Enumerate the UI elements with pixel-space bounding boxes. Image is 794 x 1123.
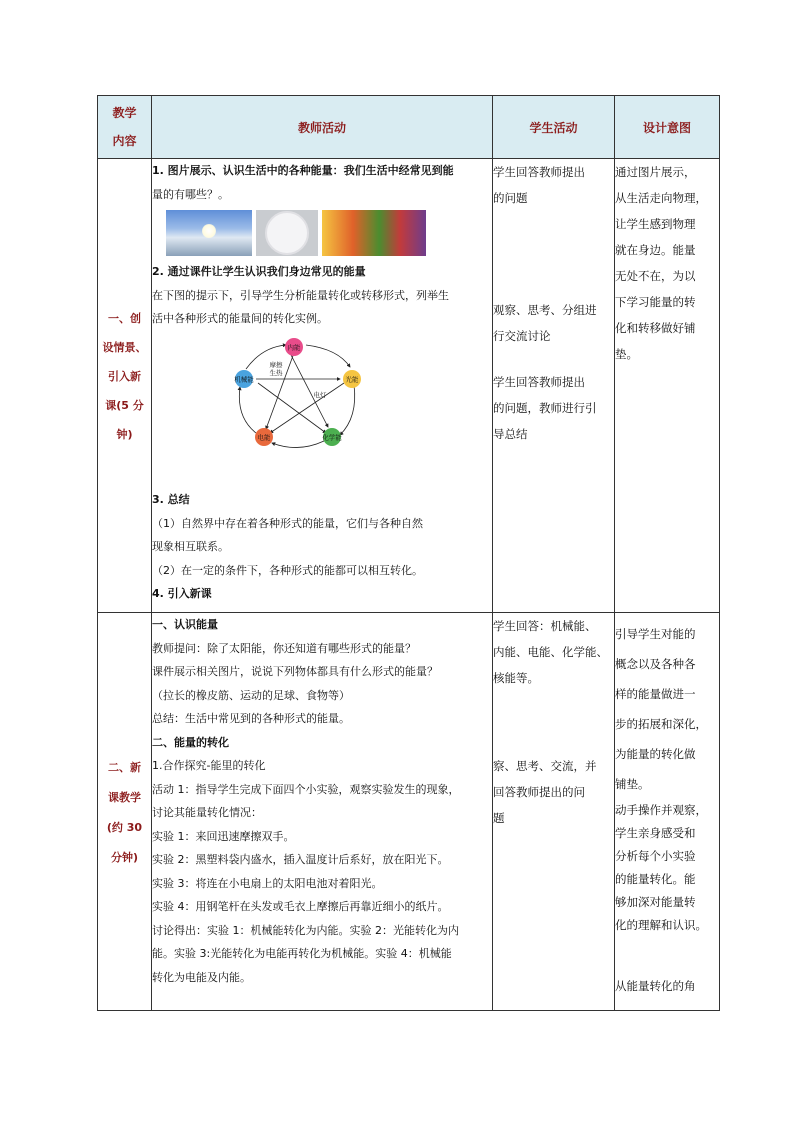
intent-line: 够加深对能量转 [615,895,696,909]
intent-line: 的能量转化。能 [615,872,696,886]
teacher-line: 活动 1：指导学生完成下面四个小实验，观察实验发生的现象， [152,782,460,796]
intent-line: 化和转移做好铺 [615,321,696,335]
intent-line: 从生活走向物理， [615,191,707,205]
lesson-plan-table [97,95,720,1011]
student-line: 导总结 [493,427,528,441]
edge-label: 摩擦 [269,360,283,369]
student-line: 学生回答教师提出 [493,375,585,389]
item3-title: 3. 总结 [152,493,190,506]
item1-line: 量的有哪些？。 [152,187,229,201]
student-line: 的问题 [493,191,528,205]
header-content-line: 教学 [112,106,137,120]
student-activity-intro [493,159,615,613]
intent-line: 步的拓展和深化， [615,717,707,731]
student-line: 行交流讨论 [493,329,551,343]
student-line: 核能等。 [493,671,539,685]
teacher-line: 实验 2：黑塑料袋内盛水，插入温度计后系好，放在阳光下。 [152,853,449,866]
section-line: 课(5 分 [105,399,144,412]
teacher-line: 总结：生活中常见到的各种形式的能量。 [152,712,350,725]
item1-line: 1. 图片展示、认识生活中的各种能量：我们生活中经常见到能 [152,164,454,177]
item4-title: 4. 引入新课 [152,587,212,600]
section-line: 二、新 [108,761,141,774]
intent-line: 概念以及各种各 [615,657,696,671]
section-line: 引入新 [108,370,141,383]
student-line: 的问题，教师进行引 [493,401,597,415]
header-student: 学生活动 [493,96,615,159]
teacher-line: 二、能量的转化 [152,735,229,749]
student-line: 学生回答教师提出 [493,165,585,179]
student-line: 回答教师提出的问 [493,785,585,799]
header-content-line: 内容 [112,134,137,148]
node-label: 内能 [287,343,301,351]
student-line: 学生回答：机械能、 [493,619,597,633]
node-label: 光能 [345,375,359,383]
intent-line: 引导学生对能的 [615,627,696,641]
food-photo [322,210,426,256]
student-line: 题 [493,811,505,825]
item3-line: 现象相互联系。 [152,540,229,553]
teacher-line: 转化为电能及内能。 [152,970,251,984]
item3-line: （1）自然界中存在着各种形式的能量，它们与各种自然 [152,516,423,530]
section-label-intro [98,159,152,613]
design-intent-new-lesson [615,613,720,1011]
edge-label: 电灯 [313,390,327,399]
intent-line: 无处不在，为以 [615,269,696,283]
section-line: 课教学 [108,791,141,804]
teacher-line: 教师提问：除了太阳能，你还知道有哪些形式的能量？ [152,641,416,655]
teacher-line: 一、认识能量 [152,618,218,631]
row-intro [98,159,720,613]
teacher-line: 能。实验 3:光能转化为电能再转化为机械能。实验 4：机械能 [152,947,452,960]
teacher-line: 实验 4：用钢笔杆在头发或毛衣上摩擦后再靠近细小的纸片。 [152,900,449,913]
node-label: 化学能 [322,433,342,441]
intent-line: 让学生感到物理 [615,217,696,231]
header-row [98,96,720,159]
student-activity-new-lesson [493,613,615,1011]
teacher-activity-new-lesson [152,613,493,1011]
intent-line: 样的能量做进一 [615,687,696,701]
intent-line: 动手操作并观察， [615,803,707,817]
design-intent-intro [615,159,720,613]
teacher-line: 课件展示相关图片，说说下列物体都具有什么形式的能量？ [152,665,438,678]
intent-line: 垫。 [615,347,638,361]
intent-line: 下学习能量的转 [615,295,696,309]
energy-conversion-diagram [228,337,368,455]
intent-line: 从能量转化的角 [615,979,696,993]
student-line: 观察、思考、分组进 [493,303,597,317]
student-line: 察、思考、交流，并 [493,759,597,773]
teacher-line: 1.合作探究-能里的转化 [152,759,266,772]
edge-label: 生热 [269,368,283,377]
intent-line: 学生亲身感受和 [615,826,696,840]
row-new-lesson [98,613,720,1011]
header-content [98,96,152,159]
student-line: 内能、电能、化学能、 [493,645,608,659]
intent-line: 通过图片展示， [615,165,696,179]
section-line: 分钟) [110,851,139,864]
teacher-line: 讨论其能量转化情况： [152,806,262,819]
fan-photo [256,210,318,256]
teacher-line: 实验 3：将连在小电扇上的太阳电池对着阳光。 [152,876,383,890]
sun-snow-photo [166,210,252,256]
header-teacher: 教师活动 [152,96,493,159]
node-label: 机械能 [234,375,254,383]
header-intent: 设计意图 [615,96,720,159]
intent-line: 化的理解和认识。 [615,918,707,932]
item2-title: 2. 通过课件让学生认识我们身边常见的能量 [152,265,366,278]
section-label-new-lesson [98,613,152,1011]
teacher-line: 讨论得出：实验 1：机械能转化为内能。实验 2：光能转化为内 [152,923,459,937]
intent-line: 铺垫。 [615,777,650,791]
section-line: 设情景、 [102,341,147,354]
intent-line: 为能量的转化做 [615,747,696,761]
item2-line: 活中各种形式的能量间的转化实例。 [152,312,328,325]
section-line: 一、创 [108,312,141,325]
item2-line: 在下图的提示下，引导学生分析能量转化或转移形式，列举生 [152,288,449,302]
item3-line: （2）在一定的条件下，各种形式的能都可以相互转化。 [152,563,423,577]
intent-line: 分析每个小实验 [615,849,696,863]
section-line: (约 30 [106,821,143,834]
teacher-activity-intro [152,159,493,613]
teacher-line: 实验 1：来回迅速摩擦双手。 [152,829,295,843]
node-label: 电能 [257,433,271,441]
section-line: 钟) [116,428,133,441]
intent-line: 就在身边。能量 [615,243,696,257]
teacher-line: （拉长的橡皮筋、运动的足球、食物等） [152,688,350,702]
photo-strip [166,210,492,256]
